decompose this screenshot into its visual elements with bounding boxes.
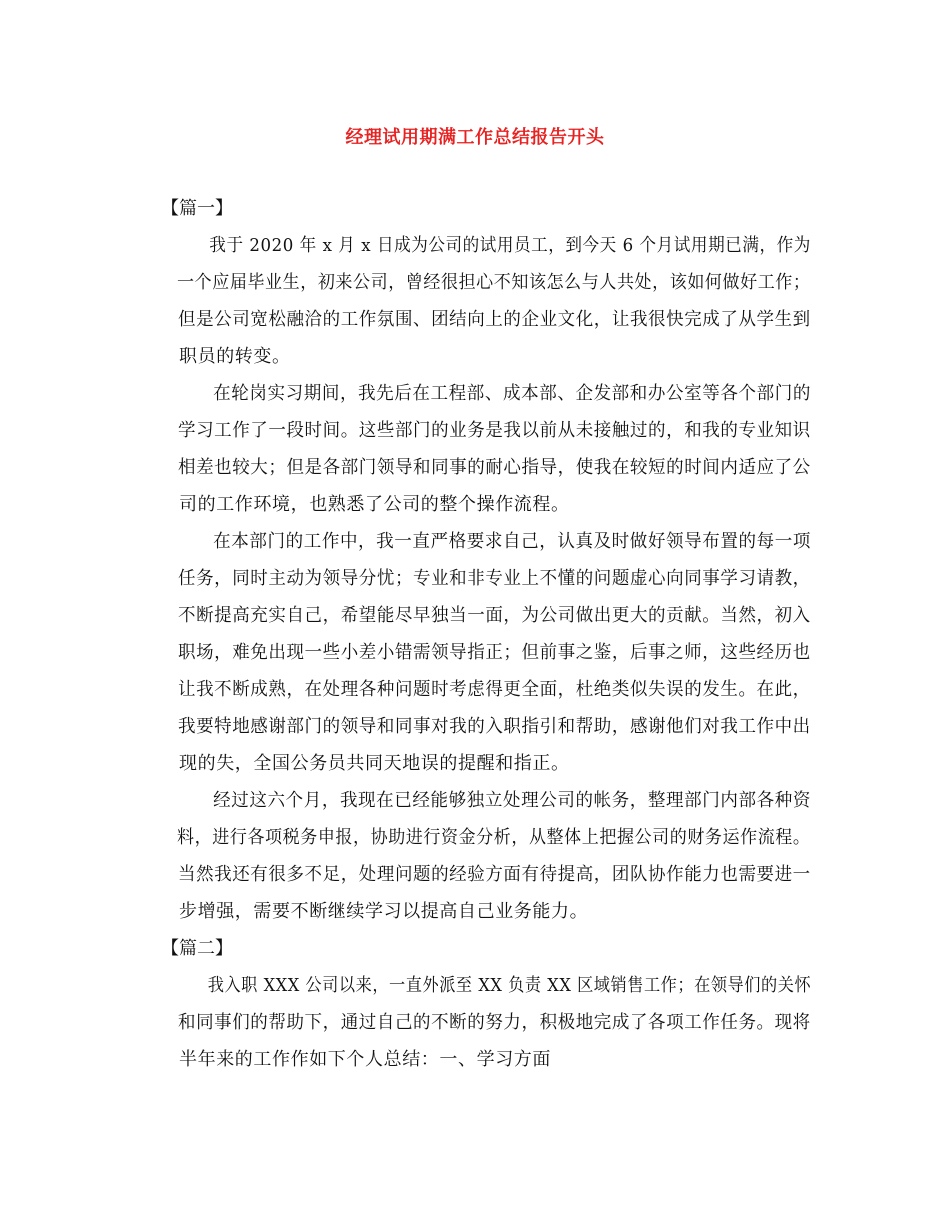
paragraph-line: 职场，难免出现一些小差小错需领导指正；但前事之鉴，后事之师，这些经历也	[177, 642, 811, 663]
paragraph-line: 半年来的工作作如下个人总结：一、学习方面	[179, 1049, 551, 1070]
paragraph-line: 任务，同时主动为领导分忧；专业和非专业上不懂的问题虚心向同事学习请教，	[177, 568, 811, 589]
paragraph-line: 一个应届毕业生，初来公司，曾经很担心不知该怎么与人共处，该如何做好工作；	[177, 272, 811, 293]
paragraph-3	[143, 523, 811, 782]
paragraph-line: 我入职 XXX 公司以来，一直外派至 XX 负责 XX 区域销售工作；在领导们的关怀	[207, 975, 812, 996]
paragraph-line: 相差也较大；但是各部门领导和同事的耐心指导，使我在较短的时间内适应了公	[177, 457, 811, 478]
paragraph-line: 司的工作环境，也熟悉了公司的整个操作流程。	[179, 494, 570, 515]
paragraph-2	[143, 375, 811, 523]
paragraph-line: 但是公司宽松融洽的工作氛围、团结向上的企业文化，让我很快完成了从学生到	[177, 309, 811, 330]
paragraph-line: 现的失，全国公务员共同天地误的提醒和指正。	[179, 753, 570, 774]
paragraph-line: 当然我还有很多不足，处理问题的经验方面有待提高，团队协作能力也需要进一	[177, 864, 811, 885]
paragraph-1	[143, 227, 811, 375]
paragraph-4	[143, 782, 811, 930]
paragraph-line: 我要特地感谢部门的领导和同事对我的入职指引和帮助，感谢他们对我工作中出	[177, 716, 811, 737]
section-heading-1: 【篇一】	[161, 198, 233, 219]
paragraph-line: 在轮岗实习期间，我先后在工程部、成本部、企发部和办公室等各个部门的	[213, 383, 811, 404]
paragraph-line: 我于 2020 年 x 月 x 日成为公司的试用员工，到今天 6 个月试用期已满，作为	[209, 235, 811, 256]
paragraph-line: 料，进行各项税务申报，协助进行资金分析，从整体上把握公司的财务运作流程。	[177, 827, 811, 848]
paragraph-line: 职员的转变。	[179, 346, 291, 367]
document-body	[143, 190, 811, 1078]
paragraph-line: 不断提高充实自己，希望能尽早独当一面，为公司做出更大的贡献。当然，初入	[177, 605, 811, 626]
paragraph-line: 在本部门的工作中，我一直严格要求自己，认真及时做好领导布置的每一项	[213, 531, 811, 552]
paragraph-line: 经过这六个月，我现在已经能够独立处理公司的帐务，整理部门内部各种资	[213, 790, 811, 811]
paragraph-line: 和同事们的帮助下，通过自己的不断的努力，积极地完成了各项工作任务。现将	[177, 1012, 811, 1033]
paragraph-line: 步增强，需要不断继续学习以提高自己业务能力。	[179, 901, 589, 922]
document-title: 经理试用期满工作总结报告开头	[345, 127, 605, 148]
paragraph-line: 让我不断成熟，在处理各种问题时考虑得更全面，杜绝类似失误的发生。在此，	[177, 679, 811, 700]
paragraph-5	[143, 967, 811, 1078]
section-heading-2: 【篇二】	[161, 938, 233, 959]
paragraph-line: 学习工作了一段时间。这些部门的业务是我以前从未接触过的，和我的专业知识	[177, 420, 811, 441]
